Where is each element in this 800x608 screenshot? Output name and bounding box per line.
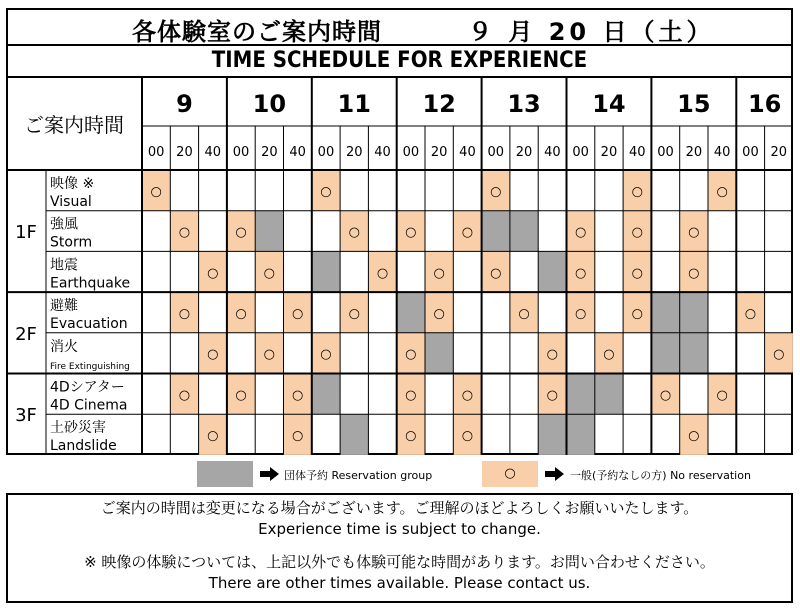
hour-label: 13 — [507, 90, 541, 118]
page-title: 各体験室のご案内時間 — [132, 18, 382, 46]
minute-label: 20 — [515, 145, 533, 160]
minute-label: 40 — [374, 145, 391, 160]
open-mark: ○ — [320, 184, 332, 200]
minute-label: 20 — [261, 145, 278, 160]
room-name-ja: 4Dシアター — [50, 379, 125, 396]
open-mark: ○ — [716, 184, 728, 200]
open-mark: ○ — [603, 347, 615, 363]
notes-box — [6, 493, 793, 603]
reservation-slot-cell — [482, 211, 510, 252]
open-mark: ○ — [207, 428, 219, 444]
reservation-slot-cell — [538, 251, 566, 292]
minute-label: 40 — [713, 145, 731, 160]
room-name-en: Storm — [50, 234, 93, 251]
minute-label: 00 — [487, 145, 505, 160]
open-mark: ○ — [490, 184, 502, 200]
minute-label: 00 — [742, 145, 759, 160]
open-mark: ○ — [744, 306, 757, 322]
open-mark: ○ — [150, 184, 162, 200]
open-mark: ○ — [405, 225, 417, 241]
right-arrow-icon — [545, 467, 565, 481]
open-mark: ○ — [291, 387, 304, 403]
open-mark: ○ — [263, 347, 276, 363]
open-mark: ○ — [688, 225, 700, 241]
open-mark: ○ — [405, 347, 417, 363]
room-name-ja: 地震 — [50, 257, 78, 274]
reservation-slot-cell — [680, 333, 708, 374]
open-mark: ○ — [688, 265, 700, 281]
open-mark: ○ — [235, 306, 247, 322]
note-visual-en: There are other times available. Please contact us. — [208, 574, 591, 592]
reservation-slot-cell — [510, 211, 538, 252]
minute-label: 00 — [657, 145, 674, 160]
open-mark: ○ — [631, 225, 643, 241]
reservation-slot-cell — [425, 333, 453, 374]
open-mark: ○ — [405, 428, 417, 444]
open-mark: ○ — [574, 225, 587, 241]
open-mark: ○ — [291, 306, 304, 322]
minute-label: 00 — [402, 145, 420, 160]
room-name-ja: 映像 ※ — [50, 176, 95, 192]
open-mark: ○ — [348, 225, 360, 241]
minute-label: 20 — [770, 145, 788, 160]
hour-label: 16 — [747, 90, 782, 118]
reservation-slot-cell — [651, 333, 679, 374]
minute-label: 00 — [147, 145, 165, 160]
floor-label: 1F — [15, 222, 37, 244]
open-mark: ○ — [207, 265, 219, 281]
open-mark: ○ — [631, 184, 643, 200]
minute-label: 40 — [628, 145, 646, 160]
hour-label: 11 — [337, 90, 371, 118]
reservation-slot-cell — [255, 211, 283, 252]
reservation-slot-cell — [538, 414, 566, 455]
room-name-en: Landslide — [50, 438, 117, 455]
open-mark: ○ — [235, 387, 247, 403]
open-mark: ○ — [631, 306, 643, 322]
open-mark: ○ — [546, 347, 559, 363]
open-mark: ○ — [546, 387, 559, 403]
open-mark: ○ — [433, 306, 445, 322]
open-mark: ○ — [490, 265, 502, 281]
open-mark: ○ — [235, 225, 247, 241]
minute-label: 40 — [204, 145, 222, 160]
schedule-date: ９ 月 20 日（土） — [468, 18, 715, 46]
hour-label: 9 — [176, 90, 193, 118]
minute-label: 40 — [289, 145, 306, 160]
floor-label: 2F — [15, 323, 37, 345]
room-name-en: Fire Extinguishing — [50, 361, 130, 372]
room-name-en: Visual — [50, 194, 92, 210]
room-name-en: Evacuation — [50, 316, 128, 333]
note-visual-ja: ※ 映像の体験については、上記以外でも体験可能な時間があります。お問い合わせください。 — [84, 553, 715, 571]
room-name-ja: 強風 — [50, 216, 78, 233]
room-name-en: 4D Cinema — [50, 397, 128, 414]
legend — [0, 461, 800, 487]
room-name-ja: 土砂災害 — [50, 420, 106, 437]
hour-label: 10 — [252, 90, 287, 118]
open-mark: ○ — [631, 265, 643, 281]
open-mark: ○ — [348, 306, 360, 322]
note-change-en: Experience time is subject to change. — [258, 520, 541, 538]
legend-general-swatch — [482, 461, 538, 487]
minute-label: 20 — [345, 145, 363, 160]
reservation-slot-cell — [567, 374, 595, 415]
open-mark: ○ — [263, 265, 276, 281]
open-mark: ○ — [207, 347, 219, 363]
reservation-slot-cell — [340, 414, 368, 455]
legend-reservation-swatch — [197, 461, 253, 487]
reservation-slot-cell — [595, 374, 623, 415]
open-mark: ○ — [178, 225, 191, 241]
open-mark: ○ — [716, 387, 728, 403]
minute-label: 20 — [176, 145, 193, 160]
reservation-slot-cell — [567, 414, 595, 455]
open-mark: ○ — [773, 347, 785, 363]
reservation-slot-cell — [312, 374, 340, 415]
reservation-slot-cell — [680, 292, 708, 333]
minute-label: 40 — [544, 145, 561, 160]
header-label: ご案内時間 — [24, 113, 124, 137]
minute-label: 00 — [232, 145, 250, 160]
legend-reservation-label: 団体予約 Reservation group — [284, 469, 433, 482]
open-mark: ○ — [320, 347, 332, 363]
minute-label: 20 — [430, 145, 448, 160]
open-mark: ○ — [461, 225, 474, 241]
room-name-en: Earthquake — [50, 275, 131, 292]
hour-label: 15 — [677, 90, 711, 118]
minute-label: 20 — [685, 145, 703, 160]
minute-label: 00 — [317, 145, 335, 160]
reservation-slot-cell — [651, 292, 679, 333]
open-mark: ○ — [178, 387, 191, 403]
reservation-slot-cell — [312, 251, 340, 292]
open-mark: ○ — [688, 428, 700, 444]
open-mark: ○ — [461, 428, 474, 444]
legend-general-label: 一般(予約なしの方) No reservation — [570, 469, 751, 482]
open-mark: ○ — [178, 306, 191, 322]
page-subtitle: TIME SCHEDULE FOR EXPERIENCE — [6, 46, 793, 78]
minute-label: 00 — [572, 145, 589, 160]
minute-label: 40 — [459, 145, 476, 160]
open-mark: ○ — [574, 306, 587, 322]
open-mark: ○ — [405, 387, 417, 403]
floor-label: 3F — [15, 405, 37, 427]
open-mark: ○ — [461, 387, 474, 403]
open-mark: ○ — [291, 428, 304, 444]
minute-label: 20 — [600, 145, 618, 160]
room-name-ja: 消火 — [50, 338, 78, 355]
hour-label: 14 — [592, 90, 626, 118]
open-mark: ○ — [433, 265, 445, 281]
note-change-ja: ご案内の時間は変更になる場合がございます。ご理解のほどよろしくお願いいたします。 — [100, 499, 699, 517]
open-mark: ○ — [518, 306, 530, 322]
open-mark: ○ — [659, 387, 672, 403]
open-mark: ○ — [574, 265, 587, 281]
hour-label: 12 — [422, 90, 456, 118]
right-arrow-icon — [260, 467, 280, 481]
reservation-slot-cell — [397, 292, 425, 333]
open-mark: ○ — [376, 265, 389, 281]
legend-open-mark: ○ — [504, 466, 516, 481]
room-name-ja: 避難 — [50, 298, 78, 315]
